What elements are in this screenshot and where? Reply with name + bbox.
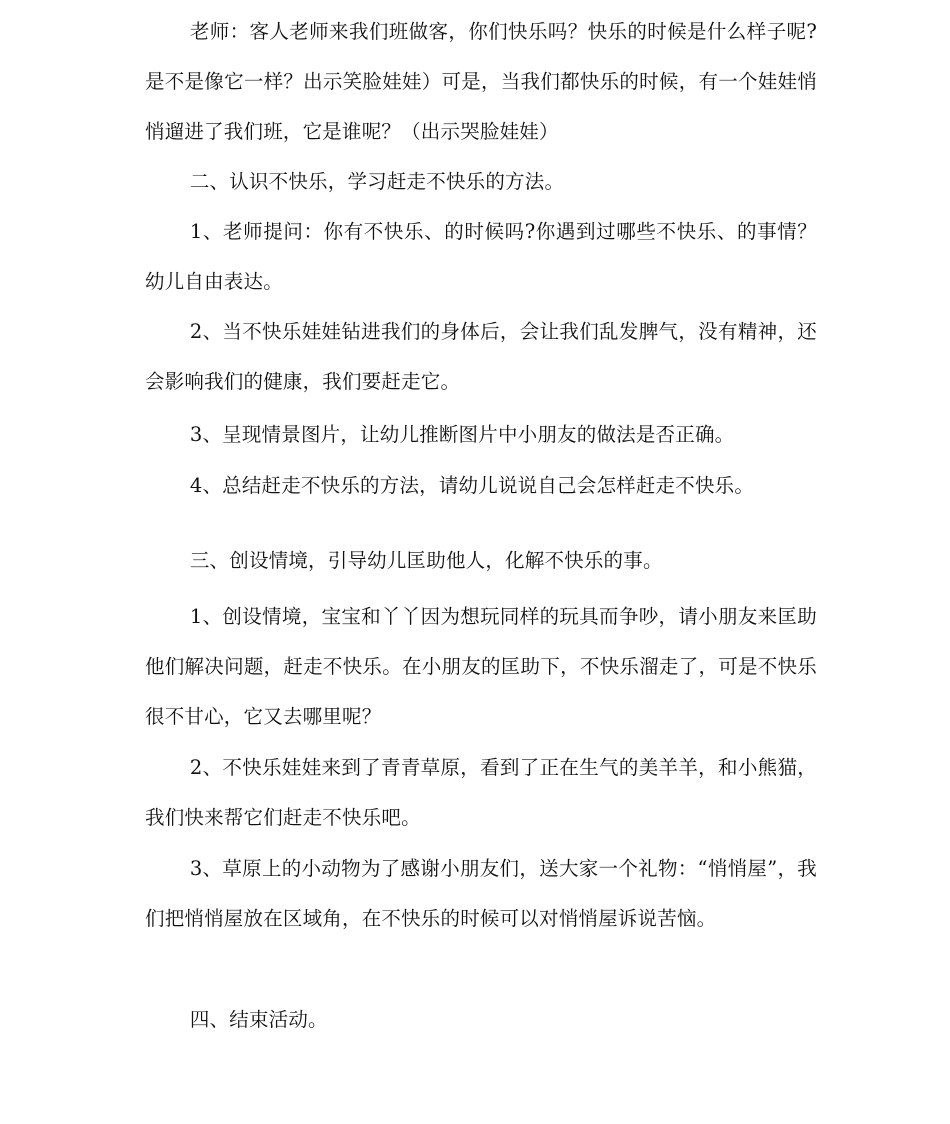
section-heading-4: 四、结束活动。 <box>189 1008 328 1031</box>
step-paragraph: 1、创设情境，宝宝和丫丫因为想玩同样的玩具而争吵，请小朋友来匡助他们解决问题，赶走不快乐。在小朋友的匡助下，不快乐溜走了，可是不快乐很不甘心，它又去哪里呢？ <box>145 605 817 728</box>
step-paragraph: 3、草原上的小动物为了感谢小朋友们，送大家一个礼物：“悄悄屋”，我们把悄悄屋放在区域角，在不快乐的时候可以对悄悄屋诉说苦恼。 <box>145 857 817 930</box>
section-heading-3: 三、创设情境，引导幼儿匡助他人，化解不快乐的事。 <box>189 549 663 572</box>
step-paragraph: 2、不快乐娃娃来到了青青草原，看到了正在生气的美羊羊，和小熊猫，我们快来帮它们赶走不快乐吧。 <box>145 756 817 829</box>
intro-paragraph: 老师：客人老师来我们班做客，你们快乐吗？快乐的时候是什么样子呢?是不是像它一样？出示笑脸娃娃）可是，当我们都快乐的时候，有一个娃娃悄悄遛进了我们班，它是谁呢？（出示哭脸娃娃） <box>145 20 817 143</box>
step-paragraph: 1、老师提问：你有不快乐、的时候吗?你遇到过哪些不快乐、的事情？幼儿自由表达。 <box>145 220 817 293</box>
section-heading-2: 二、认识不快乐，学习赶走不快乐的方法。 <box>189 170 565 193</box>
step-paragraph: 3、呈现情景图片，让幼儿推断图片中小朋友的做法是否正确。 <box>189 423 735 446</box>
step-paragraph: 4、总结赶走不快乐的方法，请幼儿说说自己会怎样赶走不快乐。 <box>189 474 755 497</box>
step-paragraph: 2、当不快乐娃娃钻进我们的身体后，会让我们乱发脾气，没有精神，还会影响我们的健康，我们要赶走它。 <box>145 320 817 393</box>
